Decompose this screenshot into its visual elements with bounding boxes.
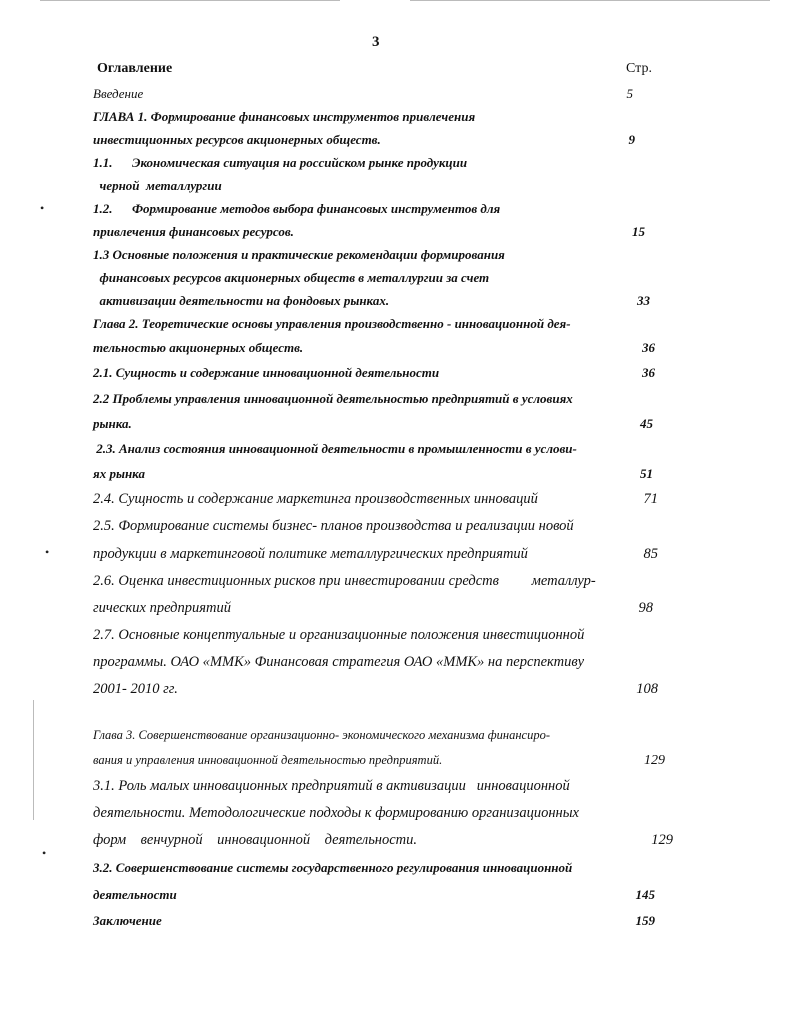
toc-entry-page: 36 xyxy=(642,365,655,380)
toc-entry-line: 1.2. Формирование методов выбора финансовых инструментов для xyxy=(93,201,501,216)
toc-entry-intro xyxy=(93,82,683,105)
toc-entry-conclusion xyxy=(93,908,683,934)
page-column-label: Стр. xyxy=(626,61,652,76)
toc-entry-1-2 xyxy=(93,197,683,243)
toc-entry-3-2 xyxy=(93,854,683,908)
toc-entry-line: 2.7. Основные концептуальные и организационные положения инвестиционной xyxy=(93,627,585,643)
toc-entry-line: 3.1. Роль малых инновационных предприятий в активизации инновационной xyxy=(93,778,570,794)
toc-entry-1-3 xyxy=(93,243,683,312)
toc-entry-page: 9 xyxy=(628,132,635,147)
toc-entry-line: инвестиционных ресурсов акционерных обществ. xyxy=(93,132,381,147)
toc-entry-chapter-3 xyxy=(93,723,683,773)
scan-edge-top xyxy=(40,0,340,1)
toc-entry-2-3 xyxy=(93,436,683,486)
section-gap xyxy=(93,703,683,723)
toc-entry-line: ях рынка xyxy=(93,466,145,481)
toc-entry-line: 2001- 2010 гг. xyxy=(93,681,178,697)
scan-edge-top-right xyxy=(410,0,770,1)
toc-entry-1-1 xyxy=(93,151,683,197)
toc-entry-line: Глава 3. Совершенствование организационно- экономического механизма финансиро- xyxy=(93,728,550,742)
toc-entry-line: привлечения финансовых ресурсов. xyxy=(93,224,294,239)
toc-title: Оглавление xyxy=(97,61,173,76)
toc-entry-line: финансовых ресурсов акционерных обществ в металлургии за счет xyxy=(93,270,490,285)
toc-entry-page: 108 xyxy=(636,681,658,697)
scan-dot-3: • xyxy=(42,846,47,860)
toc-entry-page: 51 xyxy=(640,466,653,481)
toc-entry-line: вания и управления инновационной деятельностью предприятий. xyxy=(93,753,443,767)
toc-entry-page: 129 xyxy=(651,832,673,848)
toc-entry-line: гических предприятий xyxy=(93,600,231,616)
toc-entry-line: 1.3 Основные положения и практические рекомендации формирования xyxy=(93,247,505,262)
toc-entry-2-5 xyxy=(93,512,683,568)
toc-entry-line: продукции в маркетинговой политике металлургических предприятий xyxy=(93,546,528,562)
toc-entry-page: 129 xyxy=(644,753,665,768)
toc-entry-page: 85 xyxy=(643,546,658,562)
scan-edge-left xyxy=(33,700,34,820)
toc-entry-chapter-2 xyxy=(93,312,683,360)
table-of-contents xyxy=(93,82,683,934)
toc-entry-line: программы. ОАО «ММК» Финансовая стратегия ОАО «ММК» на перспективу xyxy=(93,654,585,670)
toc-entry-chapter-1 xyxy=(93,105,683,151)
toc-entry-page: 71 xyxy=(643,491,658,507)
toc-entry-line: форм венчурной инновационной деятельности. xyxy=(93,832,418,848)
toc-entry-line: 2.6. Оценка инвестиционных рисков при инвестировании средств металлур- xyxy=(93,573,596,589)
toc-entry-3-1 xyxy=(93,773,683,854)
toc-entry-line: ГЛАВА 1. Формирование финансовых инструментов привлечения xyxy=(93,109,476,124)
toc-entry-line: 1.1. Экономическая ситуация на российском рынке продукции xyxy=(93,155,468,170)
toc-entry-line: деятельности. Методологические подходы к формированию организационных xyxy=(93,805,579,821)
toc-entry-2-1 xyxy=(93,360,683,386)
toc-entry-line: деятельности xyxy=(93,887,177,902)
toc-entry-2-2 xyxy=(93,386,683,436)
page-number: 3 xyxy=(372,34,380,50)
scan-dot-2: • xyxy=(45,545,50,559)
toc-entry-line: 2.1. Сущность и содержание инновационной деятельности xyxy=(93,365,440,380)
toc-entry-line: 2.2 Проблемы управления инновационной деятельностью предприятий в условиях xyxy=(93,391,573,406)
toc-entry-line: 2.4. Сущность и содержание маркетинга производственных инноваций xyxy=(93,491,538,507)
toc-entry-line: 3.2. Совершенствование системы государственного регулирования инновационной xyxy=(93,860,573,875)
toc-entry-line: Глава 2. Теоретические основы управления производственно - инновационной дея- xyxy=(93,316,571,331)
toc-entry-page: 145 xyxy=(635,887,655,902)
toc-entry-line: 2.3. Анализ состояния инновационной деятельности в промышленности в услови- xyxy=(93,441,577,456)
toc-entry-page: 15 xyxy=(632,224,645,239)
scan-dot-1: • xyxy=(40,201,45,215)
toc-entry-2-4 xyxy=(93,486,683,512)
toc-entry-page: 98 xyxy=(638,600,653,616)
toc-entry-page: 36 xyxy=(642,340,655,355)
toc-entry-2-6 xyxy=(93,568,683,622)
toc-entry-line: рынка. xyxy=(93,416,132,431)
toc-entry-line: Введение xyxy=(93,86,144,101)
toc-entry-page: 5 xyxy=(626,86,633,101)
toc-entry-line: 2.5. Формирование системы бизнес- планов производства и реализации новой xyxy=(93,518,574,534)
toc-entry-page: 45 xyxy=(640,416,653,431)
toc-entry-page: 33 xyxy=(637,293,650,308)
toc-entry-2-7 xyxy=(93,622,683,703)
toc-entry-line: активизации деятельности на фондовых рынках. xyxy=(93,293,390,308)
toc-entry-line: черной металлургии xyxy=(93,178,222,193)
toc-entry-page: 159 xyxy=(635,913,655,928)
toc-entry-line: Заключение xyxy=(93,913,162,928)
toc-entry-line: тельностью акционерных обществ. xyxy=(93,340,304,355)
